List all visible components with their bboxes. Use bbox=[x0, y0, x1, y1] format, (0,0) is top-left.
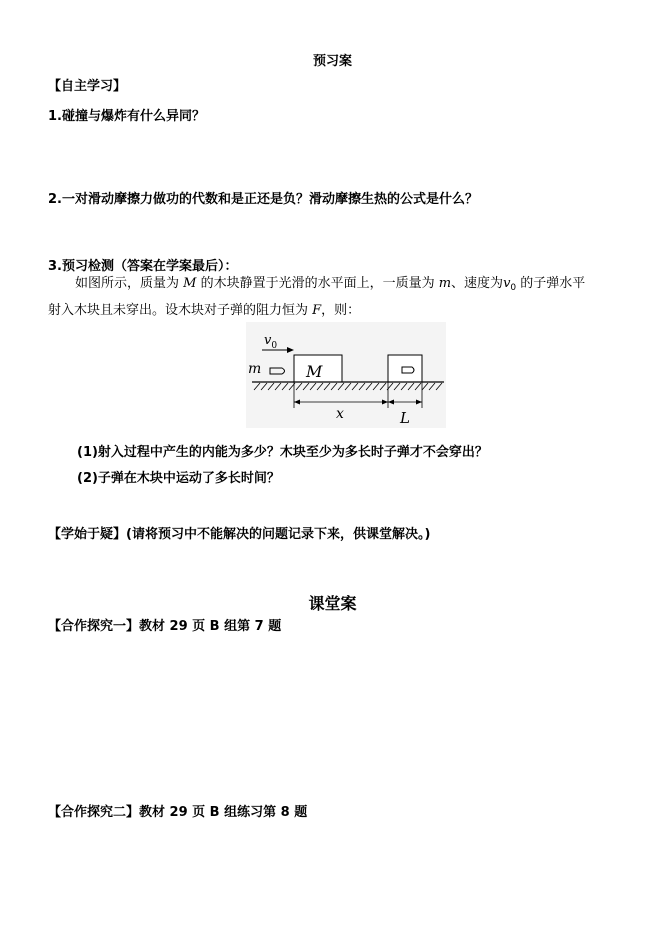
problem-text-6: ，则： bbox=[321, 303, 361, 318]
var-v: v bbox=[503, 276, 511, 291]
coop-1-text: 教材 29 页 B 组第 7 题 bbox=[139, 619, 282, 634]
var-F: F bbox=[312, 303, 322, 318]
label-m: m bbox=[248, 361, 262, 377]
coop-1-heading: 【合作探究一】 bbox=[48, 619, 140, 634]
question-2: 2.一对滑动摩擦力做功的代数和是正还是负？滑动摩擦生热的公式是什么？ bbox=[48, 192, 478, 207]
sub-question-2: (2)子弹在木块中运动了多长时间？ bbox=[77, 471, 280, 486]
question-3-heading: 3.预习检测（答案在学案最后）： bbox=[48, 259, 238, 274]
coop-2-text: 教材 29 页 B 组练习第 8 题 bbox=[139, 805, 308, 820]
doubt-instruction: (请将预习中不能解决的问题记录下来，供课堂解决。) bbox=[126, 527, 431, 542]
problem-text-3: 、速度为 bbox=[451, 276, 504, 291]
problem-line-2 bbox=[48, 299, 360, 318]
problem-text-1: 如图所示，质量为 bbox=[75, 276, 184, 291]
sub-question-1: (1)射入过程中产生的内能为多少？木块至少为多长时子弹才不会穿出？ bbox=[77, 445, 488, 460]
problem-line-1 bbox=[75, 272, 585, 293]
classroom-title: 课堂案 bbox=[308, 594, 357, 613]
block-final bbox=[388, 355, 422, 382]
coop-exploration-2 bbox=[48, 801, 307, 820]
preview-title: 预习案 bbox=[312, 54, 352, 69]
coop-exploration-1 bbox=[48, 615, 281, 634]
doubt-heading: 【学始于疑】 bbox=[48, 527, 127, 542]
problem-text-4: 的子弹水平 bbox=[516, 276, 586, 291]
label-v0: $v_0$ bbox=[264, 333, 278, 351]
label-M: M bbox=[306, 362, 323, 381]
var-m: m bbox=[438, 276, 452, 291]
doubt-line bbox=[48, 523, 430, 542]
var-M: M bbox=[183, 276, 197, 291]
label-x: x bbox=[336, 406, 344, 422]
coop-2-heading: 【合作探究二】 bbox=[48, 805, 140, 820]
problem-text-2: 的木块静置于光滑的水平面上，一质量为 bbox=[196, 276, 439, 291]
section-self-study: 【自主学习】 bbox=[48, 79, 127, 94]
problem-text-5: 射入木块且未穿出。设木块对子弹的阻力恒为 bbox=[48, 303, 313, 318]
question-1: 1.碰撞与爆炸有什么异同？ bbox=[48, 109, 205, 124]
bullet-block-figure bbox=[246, 322, 446, 428]
label-L: L bbox=[400, 409, 410, 427]
var-v-subscript: 0 bbox=[510, 283, 517, 293]
